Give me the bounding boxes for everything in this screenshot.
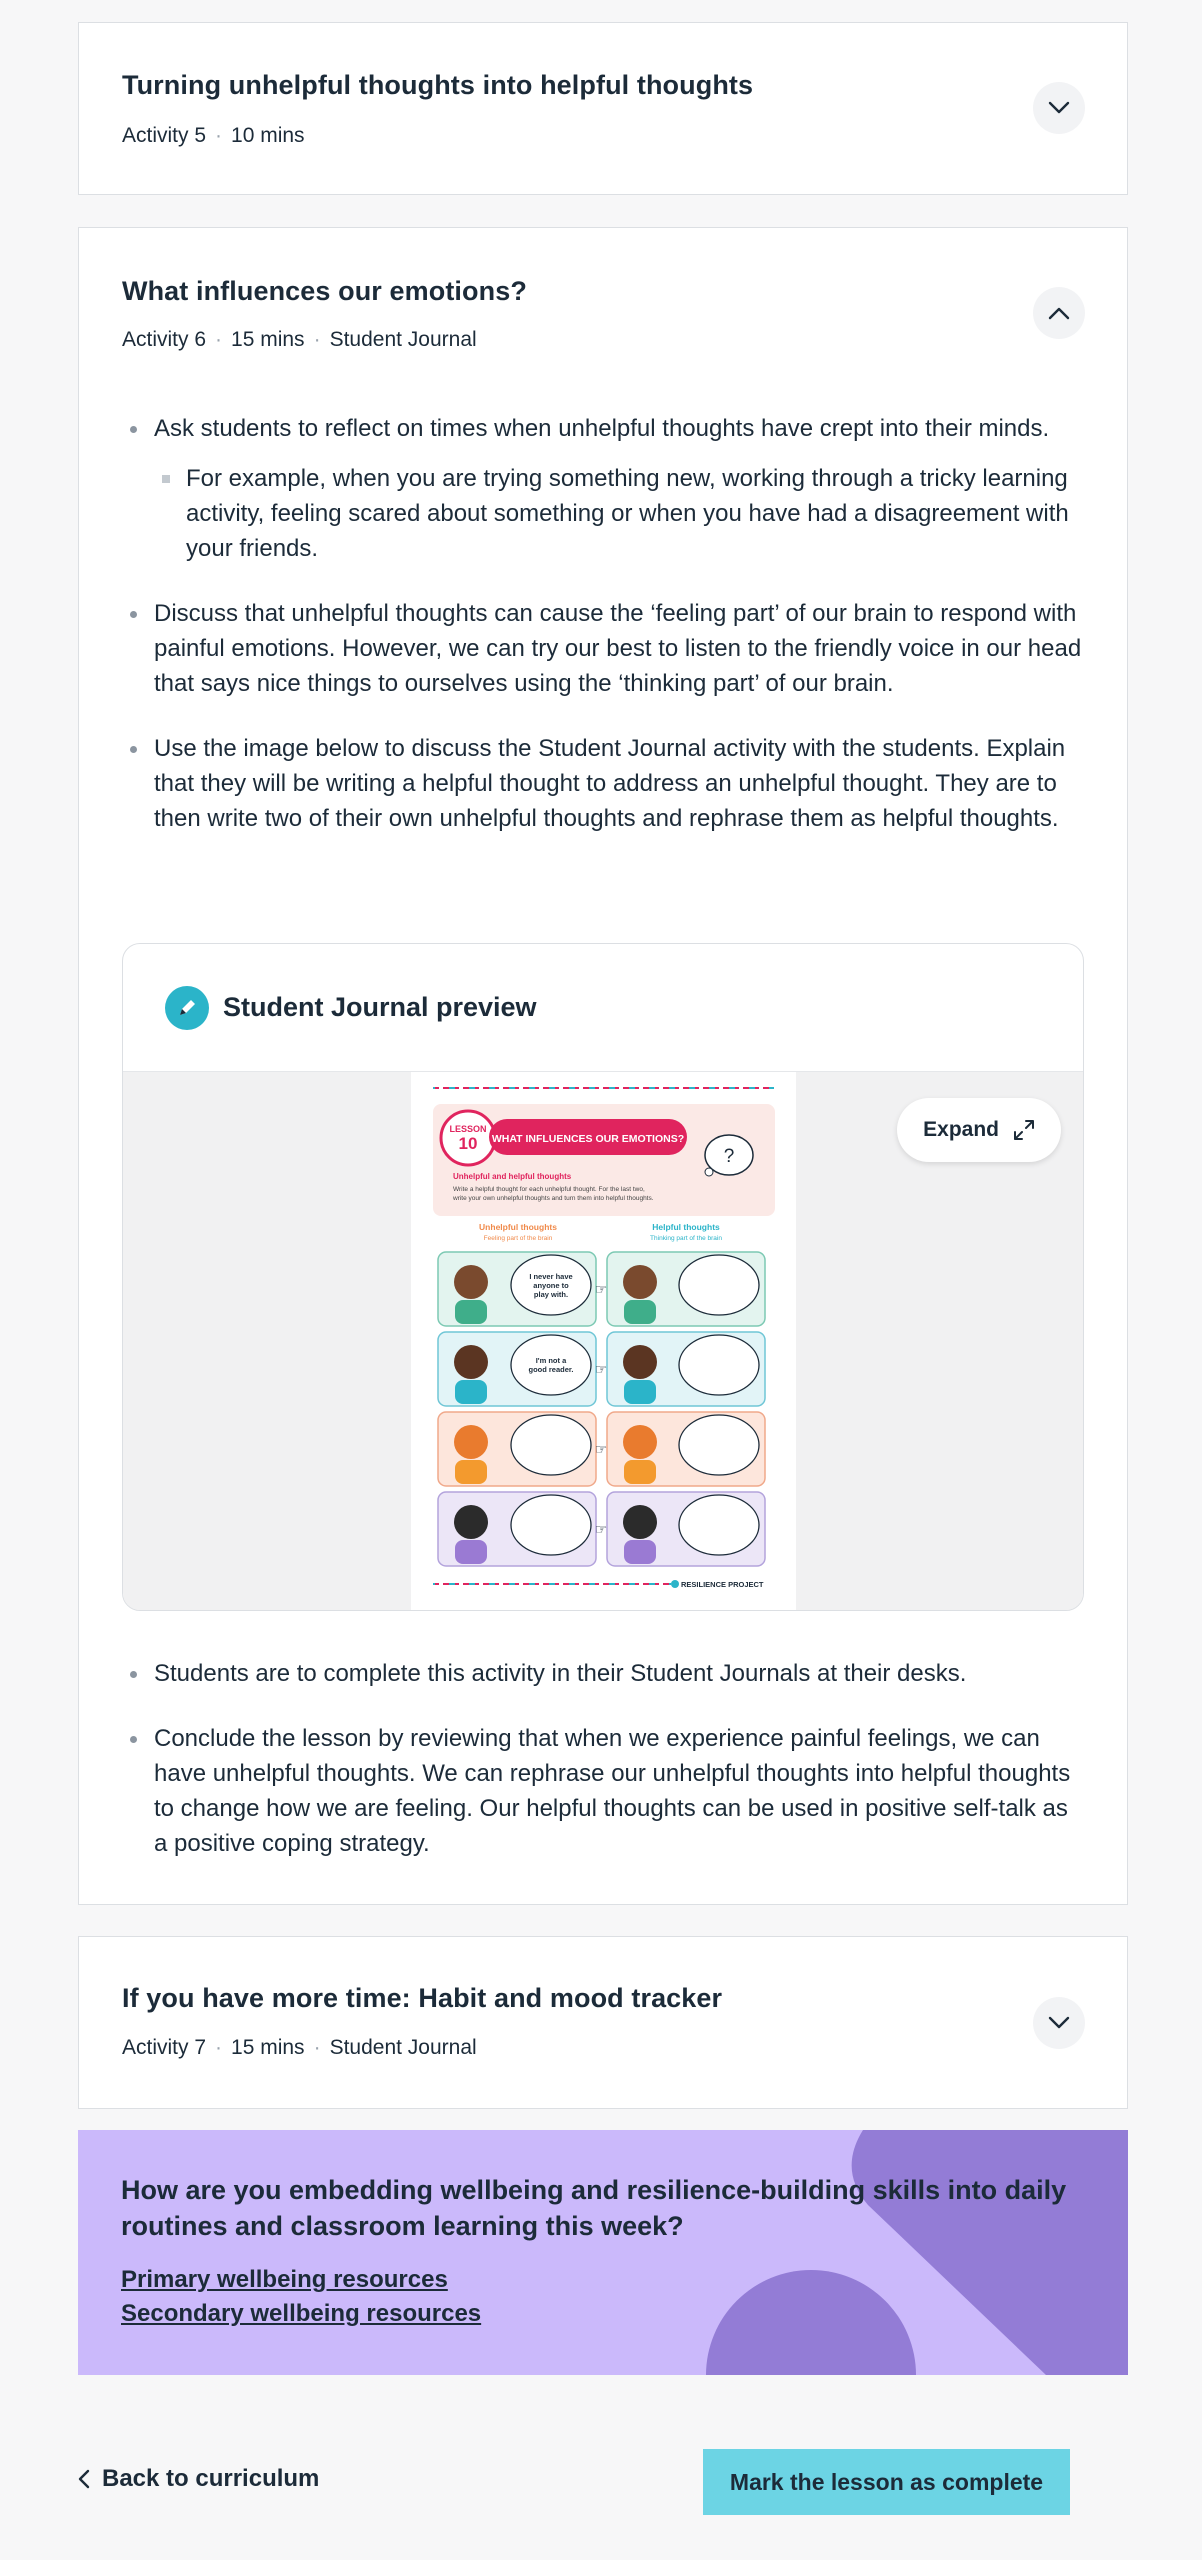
svg-text:LESSON: LESSON [449,1124,487,1134]
student-journal-preview [122,943,1084,1611]
list-item: Conclude the lesson by reviewing that when we experience painful feelings, we can have unhelpful thoughts. We can rephrase our unhelpful thoughts into helpful thoughts to change how we are feeling. Our helpful thoughts can be used in positive self-talk as a positive coping strategy. [122,1721,1085,1861]
svg-text:10: 10 [458,1134,478,1153]
svg-text:☞: ☞ [594,1361,608,1377]
list-item: Students are to complete this activity in their Student Journals at their desks. [122,1656,1085,1691]
list-item: Discuss that unhelpful thoughts can cause the ‘feeling part’ of our brain to respond with painful emotions. However, we can try our best to listen to the friendly voice in our head that says nice things to ourselves using the ‘thinking part’ of our brain. [122,596,1085,701]
chevron-up-icon [1048,306,1070,320]
list-item: Use the image below to discuss the Student Journal activity with the students. Explain that they will be writing a helpful thought to address an unhelpful thought. They are to then write two of their own unhelpful thoughts and rephrase them as helpful thoughts. [122,731,1085,836]
promo-question: How are you embedding wellbeing and resilience-building skills into daily routines and classroom learning this week? [121,2175,1067,2241]
collapse-activity-button[interactable] [1033,287,1085,339]
svg-text:I'm not a: I'm not a [535,1356,567,1365]
activity-card-7[interactable] [78,1936,1128,2109]
activity-title: What influences our emotions? [122,276,527,306]
activity-title: Turning unhelpful thoughts into helpful thoughts [122,70,754,100]
activity-title: If you have more time: Habit and mood tracker [122,1983,723,2013]
back-label: Back to curriculum [102,2465,320,2492]
activity-meta: Activity 5 · 10 mins [122,124,305,147]
expand-icon [1013,1119,1035,1141]
svg-text:Feeling part of the brain: Feeling part of the brain [483,1235,553,1242]
activity-card-6 [78,227,1128,1905]
journal-row-3 [438,1412,765,1486]
activity-meta: Activity 6 · 15 mins · Student Journal [122,328,477,351]
decorative-shapes [78,2130,1128,2375]
svg-text:Helpful thoughts: Helpful thoughts [652,1222,720,1232]
svg-text:?: ? [723,1146,735,1167]
svg-text:Write a helpful thought for ea: Write a helpful thought for each unhelpful thought. For the last two, [453,1186,645,1193]
preview-title: Student Journal preview [223,992,537,1022]
secondary-resources-link[interactable]: Secondary wellbeing resources [121,2300,482,2327]
back-to-curriculum-link[interactable] [78,2465,319,2493]
pencil-icon [165,986,209,1030]
expand-activity-button[interactable] [1033,82,1085,134]
activity-card-5[interactable] [78,22,1128,195]
svg-text:good reader.: good reader. [528,1365,574,1374]
journal-page-image [411,1072,796,1610]
svg-text:☞: ☞ [594,1281,608,1297]
svg-text:play with.: play with. [533,1290,569,1299]
svg-text:RESILIENCE PROJECT: RESILIENCE PROJECT [681,1580,764,1589]
svg-text:Unhelpful and helpful thoughts: Unhelpful and helpful thoughts [453,1172,572,1181]
journal-row-2 [438,1332,765,1406]
activity-meta: Activity 7 · 15 mins · Student Journal [122,2036,477,2059]
svg-text:Thinking part of the brain: Thinking part of the brain [650,1235,722,1242]
svg-text:write your own unhelpful thoug: write your own unhelpful thoughts and turn them into helpful thoughts. [453,1195,654,1202]
activity-conclusion [122,1656,1085,1861]
primary-resources-link[interactable]: Primary wellbeing resources [121,2266,448,2293]
svg-text:☞: ☞ [594,1441,608,1457]
chevron-down-icon [1048,101,1070,115]
chevron-left-icon [78,2469,90,2489]
mark-complete-button[interactable]: Mark the lesson as complete [703,2449,1070,2515]
list-item: Ask students to reflect on times when unhelpful thoughts have crept into their minds. [122,411,1085,446]
svg-text:anyone to: anyone to [533,1281,569,1290]
wellbeing-promo [78,2130,1128,2375]
svg-text:☞: ☞ [594,1521,608,1537]
svg-text:WHAT INFLUENCES OUR EMOTIONS?: WHAT INFLUENCES OUR EMOTIONS? [491,1133,685,1145]
list-sub-item: For example, when you are trying something new, working through a tricky learning activity, feeling scared about something or when you have had a disagreement with your friends. [122,461,1085,566]
journal-row-4 [438,1492,765,1566]
expand-label: Expand [923,1118,999,1141]
preview-stage [123,1072,1083,1610]
preview-header [123,944,1083,1072]
svg-text:Unhelpful thoughts: Unhelpful thoughts [479,1222,557,1232]
expand-preview-button[interactable] [897,1098,1061,1162]
activity-instructions [122,411,1085,836]
journal-row-1 [438,1252,765,1326]
svg-text:I never have: I never have [529,1272,573,1281]
expand-activity-button[interactable] [1033,1997,1085,2049]
chevron-down-icon [1048,2016,1070,2030]
